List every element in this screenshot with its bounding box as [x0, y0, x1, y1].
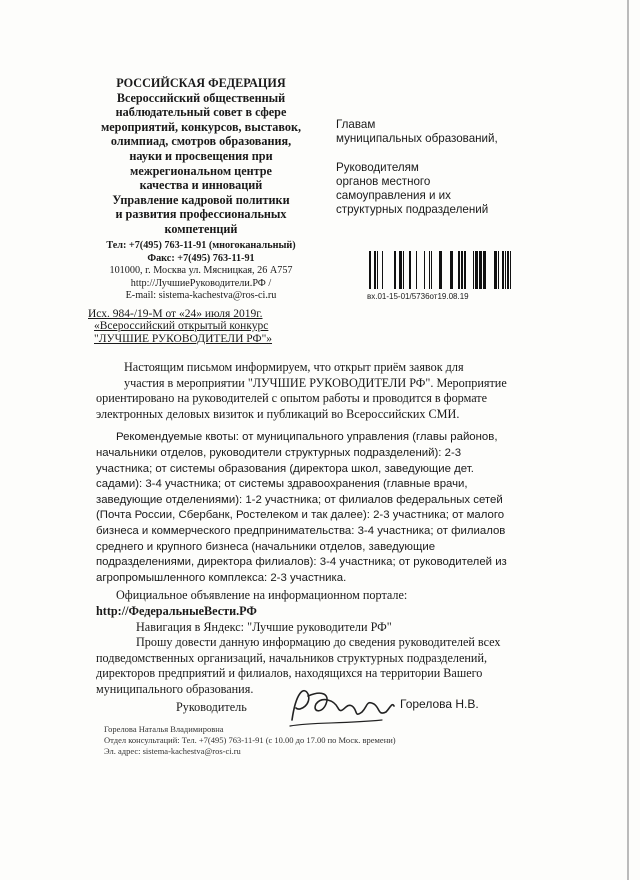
body-line: начальники отделов, руководители структурных подразделений): 2-3 [96, 446, 462, 459]
barcode-bar [377, 251, 378, 289]
barcode-bar [473, 251, 474, 289]
barcode-bar [424, 251, 425, 289]
body-line: среднего и крупного бизнеса (начальники отделов, заведующие [96, 540, 436, 553]
letterhead-line: РОССИЙСКАЯ ФЕДЕРАЦИЯ [116, 76, 286, 90]
barcode-bar [394, 251, 396, 289]
body-line: участника; от системы образования (директора школ, заведующие дет. [96, 462, 474, 475]
letterhead-line: Всероссийский общественный [116, 90, 286, 105]
addressee-line: самоуправления и их [336, 189, 451, 203]
barcode-bar [374, 251, 376, 289]
portal-link[interactable]: http://ФедеральныеВести.РФ [96, 603, 257, 618]
body-line: подразделениями, директора филиалов): 3-4 участника; от руководителей из [96, 556, 507, 569]
letterhead [62, 76, 340, 237]
body-line: (Почта России, Сбербанк, Ростелеком и так далее): 2-3 участника; от малого [96, 509, 505, 522]
body-line: ориентировано на руководителей с опытом работы и проводится в формате [96, 391, 488, 406]
body-paragraph [96, 588, 528, 619]
footer-line: Горелова Наталья Владимировна [104, 724, 224, 734]
barcode-bar [510, 251, 511, 289]
addressee-line: структурных подразделений [336, 203, 489, 217]
addressee [336, 118, 498, 217]
contest-line: «Всероссийский открытый конкурс [94, 320, 269, 332]
postal-address: 101000, г. Москва ул. Мясницкая, 26 А757 [109, 265, 293, 277]
body-line: Навигация в Яндекс: "Лучшие руководители РФ" [136, 619, 392, 634]
addressee-line: Руководителям [336, 160, 419, 174]
barcode-bar [450, 251, 453, 289]
signature-name: Горелова Н.В. [400, 697, 479, 711]
body-paragraph [96, 430, 528, 586]
email-link[interactable]: E-mail: sistema-kachestva@ros-ci.ru [125, 290, 277, 302]
letter-body [96, 360, 528, 697]
footer-line: Отдел консультаций: Тел. +7(495) 763-11-91 (с 10.00 до 17.00 по Моск. времени) [104, 735, 396, 745]
body-line: Настоящим письмом информируем, что открыт приём заявок для [124, 360, 464, 374]
body-line: агропромышленного комплекса: 2-3 участника. [96, 571, 347, 584]
letterhead-contacts [62, 240, 340, 303]
scan-edge [627, 0, 629, 880]
letterhead-line: олимпиад, смотров образования, [110, 134, 292, 149]
body-line: участия в мероприятии "ЛУЧШИЕ РУКОВОДИТЕЛИ РФ". Мероприятие [124, 375, 507, 390]
barcode-bar [399, 251, 402, 289]
body-line: Рекомендуемые квоты: от муниципального управления (главы районов, [116, 431, 498, 444]
incoming-stamp: вх.01-15-01/5736от19.08.19 [367, 292, 469, 301]
contest-name [94, 320, 272, 346]
body-line: Прошу довести данную информацию до сведения руководителей всех [136, 635, 501, 650]
contest-line: "ЛУЧШИЕ РУКОВОДИТЕЛИ РФ"» [94, 333, 273, 345]
barcode-bar [429, 251, 430, 289]
footer-contacts [104, 724, 396, 757]
barcode-bar [382, 251, 383, 289]
body-line: электронных деловых визиток и публикаций во Всероссийских СМИ. [96, 406, 460, 421]
barcode-bar [494, 251, 497, 289]
addressee-line [336, 146, 498, 160]
fax: Факс: +7(495) 763-11-91 [147, 252, 255, 264]
barcode-bar [498, 251, 499, 289]
body-line: директоров предприятий и филиалов, находящихся на территории Вашего [96, 666, 483, 681]
barcode-bar [461, 251, 463, 289]
body-paragraph [96, 360, 528, 422]
letterhead-line: науки и просвещения при [129, 148, 273, 163]
body-line: садами): 3-4 участника; от системы здравоохранения (главные врачи, [96, 478, 468, 491]
letterhead-line: наблюдательный совет в сфере [115, 105, 287, 120]
barcode-bar [416, 251, 417, 289]
barcode-bar [464, 251, 466, 289]
letterhead-line: межрегиональном центре [130, 163, 272, 178]
body-line: бизнеса и коммерческого предпринимательства: 3-4 участника; от филиалов [96, 524, 506, 537]
phone: Тел: +7(495) 763-11-91 (многоканальный) [106, 240, 296, 251]
body-paragraph [96, 620, 528, 636]
footer-line: Эл. адрес: sistema-kachestva@ros-ci.ru [104, 746, 241, 756]
body-line: заведующие отделениями): 1-2 участника; от филиалов федеральных сетей [96, 493, 503, 506]
body-line: Официальное объявление на информационном портале: [116, 588, 408, 603]
barcode-bar [483, 251, 486, 289]
barcode-bar [369, 251, 371, 289]
barcode-bar [505, 251, 506, 289]
letterhead-line: компетенций [164, 221, 238, 236]
barcode-bar [502, 251, 504, 289]
barcode-bar [403, 251, 404, 289]
letterhead-line: качества и инноваций [139, 178, 263, 193]
barcode-bar [507, 251, 509, 289]
barcode-bar [439, 251, 442, 289]
barcode-bar [475, 251, 478, 289]
addressee-line: Главам [336, 118, 376, 131]
signature-role: Руководитель [176, 700, 247, 714]
website-link[interactable]: http://ЛучшиеРуководители.РФ / [130, 277, 272, 289]
letterhead-line: и развития профессиональных [115, 207, 287, 222]
barcode-bar [431, 251, 432, 289]
addressee-line: муниципальных образований, [336, 132, 498, 146]
barcode-bar [409, 251, 411, 289]
barcode-image [369, 251, 511, 289]
outgoing-number: Исх. 984-/19-М от «24» июля 2019г. [88, 308, 263, 320]
barcode-bar [479, 251, 482, 289]
letterhead-line: мероприятий, конкурсов, выставок, [100, 119, 302, 134]
body-line: муниципального образования. [96, 681, 254, 696]
barcode-bar [458, 251, 460, 289]
addressee-line: органов местного [336, 174, 431, 188]
body-line: подведомственных организаций, начальников структурных подразделений, [96, 650, 488, 665]
letterhead-line: Управление кадровой политики [112, 192, 290, 207]
